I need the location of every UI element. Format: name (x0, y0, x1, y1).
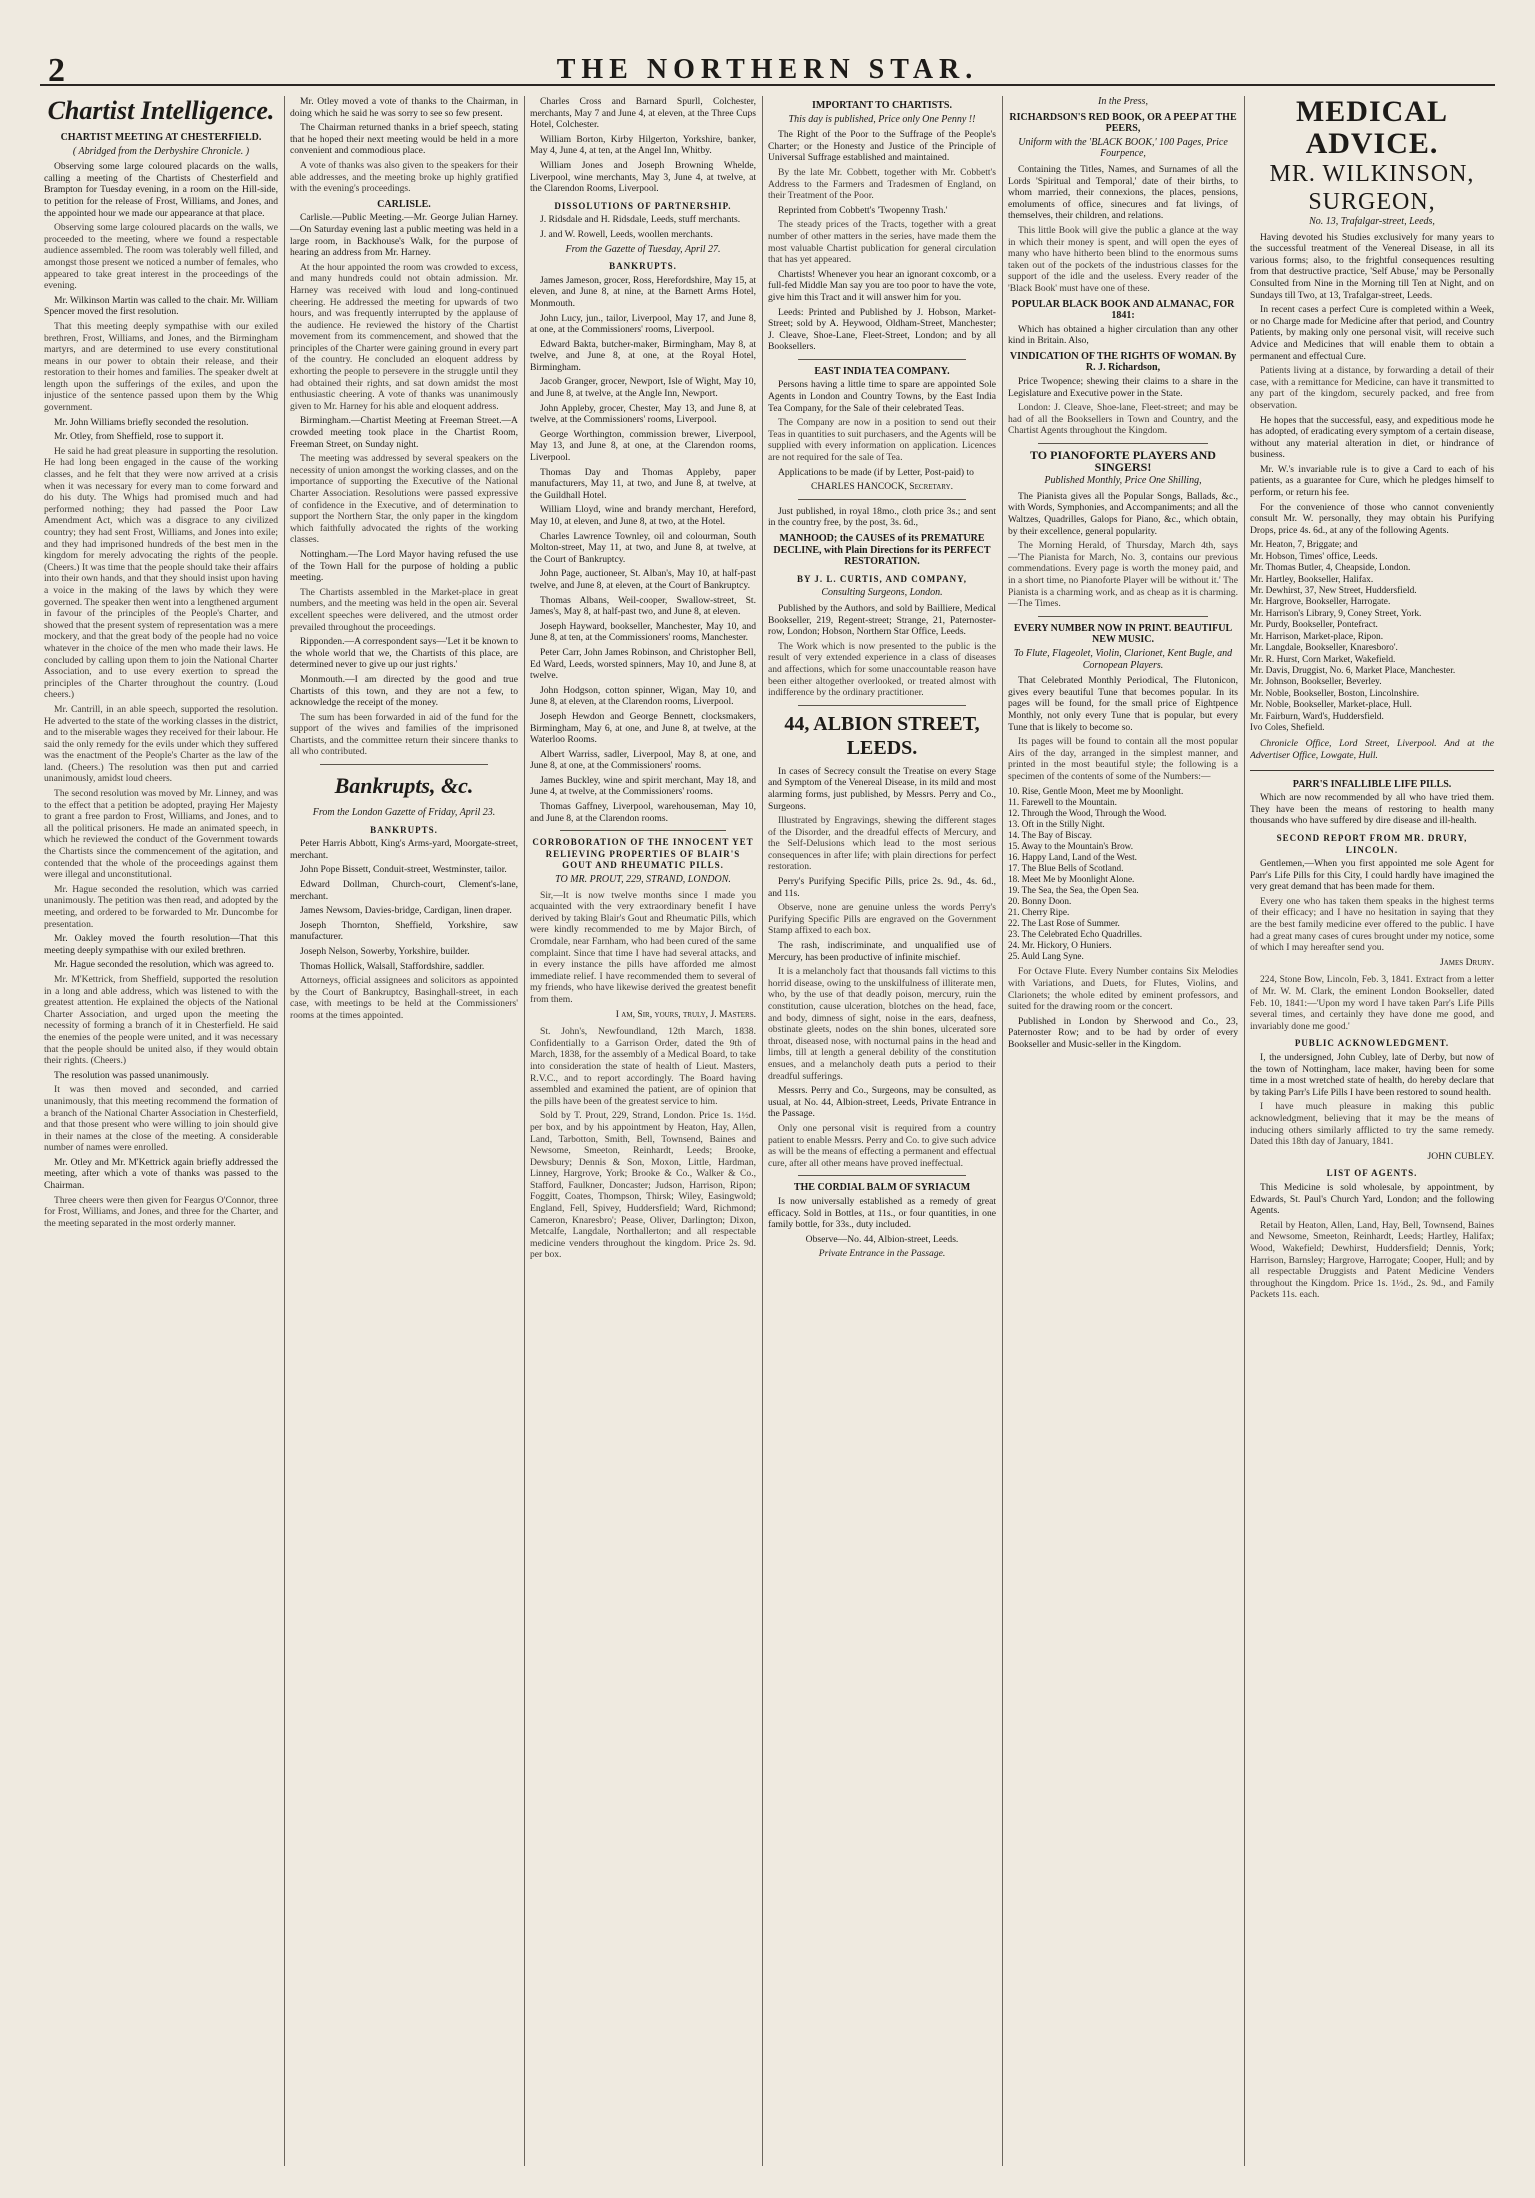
advert-paragraph: For the convenience of those who cannot conveniently consult Mr. W. personally, they may obtain his Purifying Drops, price 4s. 6d., at any of the following Agents. (1250, 501, 1494, 536)
article-paragraph: A vote of thanks was also given to the speakers for their able addresses, and the meeting broke up highly gratified with the evening's proceedings. (290, 159, 518, 195)
advert-paragraph: Just published, in royal 18mo., cloth price 3s.; and sent in the country free, by the post, 3s. 6d., (768, 505, 996, 529)
advert-paragraph: Persons having a little time to spare are appointed Sole Agents in London and Country Towns, by the East India Tea Company, for the Sale of their celebrated Teas. (768, 379, 996, 414)
advert-signature: Observe—No. 44, Albion-street, Leeds. (805, 1233, 959, 1245)
bankrupt-entry: Thomas Hollick, Walsall, Staffordshire, saddler. (300, 960, 485, 972)
bankrupt-entry: John Pope Bissett, Conduit-street, Westminster, tailor. (300, 864, 507, 876)
agent-item: Mr. Purdy, Bookseller, Pontefract. (1250, 620, 1378, 631)
gazette-entry: James Jameson, grocer, Ross, Herefordshire, May 15, at eleven, and June 8, at nine, at the Barnett Arms Hotel, Monmouth. (530, 274, 756, 309)
article-paragraph: He said he had great pleasure in supporting the resolution. He had long been engaged in the cause of the working classes, and he felt that they were now arrived at a crisis when it was necessary for every man to come forward and do his duty. The Whigs had promised much and had performed nothing; they had passed the Poor Law Amendment Act, which was a disgrace to any civilized country; they had sent Frost, Williams, and Jones into exile; and they had imprisoned hundreds of the best men in the kingdom for merely advocating the rights of the people. (Cheers.) It was time that the people should take their affairs into their own hands, and that they should insist upon having a voice in the making of the laws by which they were governed. The speaker then went into a lengthened argument in favour of the principles of the People's Charter, and showed that the present system of representation was a mere mockery, and that the great body of the people had no voice whatever in the choice of the men who made their laws. He concluded by calling upon them to join the National Charter Association, and to use every exertion to spread the principles of the Charter throughout the country. (Loud cheers.) (44, 445, 278, 701)
column-medical-advice (1250, 96, 1494, 2176)
column-rule (284, 96, 285, 2166)
divider (798, 1175, 966, 1176)
almanac-heading: POPULAR BLACK BOOK AND ALMANAC, FOR 1841: (1011, 298, 1235, 322)
testimonial-paragraph: St. John's, Newfoundland, 12th March, 1838. Confidentially to a Garrison Order, dated the 9th of March, 1838, for the assembly of a Medical Board, to take into consideration the state of health of Lieut. Masters, R.V.C., and to report accordingly. The Board having assembled and examined the patient, are of opinion that the pills have been of the greatest service to him. (530, 1026, 756, 1107)
article-paragraph: Observing some large coloured placards on the walls, calling a meeting of the Chartists of Chesterfield and Brampton for Tuesday evening, in a room on the Hill-side, to petition for the release of Frost, Williams, and Jones, and the appointed hour we made our appearance at that place. (44, 161, 278, 219)
advert-paragraph: Gentlemen,—When you first appointed me sole Agent for Parr's Life Pills for this City, I could hardly have imagined the very great demand that has been made for them. (1250, 858, 1494, 893)
advert-paragraph: Is now universally established as a remedy of great efficacy. Sold in Bottles, at 11s., or four quantities, in one family bottle, for 33s., duty included. (768, 1195, 996, 1231)
advert-paragraph: In cases of Secrecy consult the Treatise on every Stage and Symptom of the Venereal Disease, in its mild and most alarming forms, just published, by Messrs. Perry and Co., Surgeons. (768, 765, 996, 812)
gazette-entry: Peter Carr, John James Robinson, and Christopher Bell, Ed Ward, Leeds, worsted spinners, May 10, and June 8, at twelve. (530, 646, 756, 682)
column-gazette (530, 96, 756, 2176)
advert-paragraph: The rash, indiscriminate, and unqualified use of Mercury, has been productive of infinite mischief. (768, 940, 996, 963)
advert-paragraph: Retail by Heaton, Allen, Land, Hay, Bell, Townsend, Baines and Newsome, Smeeton, Reinhardt, Leeds; Hartley, Halifax; Wood, Wakefield; Dewhirst, Huddersfield; Dennis, York; Harrison, Barnsley; Hargrove, Harrogate; Cooper, Hull; and by all respectable Druggists and Patent Medicine Venders throughout the Kingdom. Price 1s. 1½d., 2s. 9d., and Family Packets 11s. each. (1250, 1219, 1494, 1301)
corroboration-sub: TO MR. PROUT, 229, STRAND, LONDON. (555, 874, 731, 886)
song-item: 25. Auld Lang Syne. (1008, 951, 1084, 962)
advert-paragraph: He hopes that the successful, easy, and expeditious mode he has adopted, of eradicating every symptom of a certain disease, without any material alteration in diet, or hindrance of business. (1250, 414, 1494, 461)
albion-street-heading: 44, ALBION STREET, LEEDS. (784, 712, 980, 759)
gazette-entry: John Page, auctioneer, St. Alban's, May 10, at half-past twelve, and June 8, at eleven, at the Court of Bankruptcy. (530, 568, 756, 591)
gazette-entry: William Jones and Joseph Browning Whelde, Liverpool, wine merchants, May 3, June 4, at twelve, at the Clarendon Rooms, Liverpool. (530, 159, 756, 195)
page-number: 2 (48, 52, 65, 89)
advert-paragraph: Only one personal visit is required from a country patient to enable Messrs. Perry and Co. to give such advice as will be the means of effecting a permanent and effectual cure, after all other means have proved ineffectual. (768, 1122, 996, 1169)
bankrupt-entry: James Newsom, Davies-bridge, Cardigan, linen draper. (300, 905, 512, 917)
article-paragraph: The sum has been forwarded in aid of the fund for the support of the wives and families of the imprisoned Chartists, and the committee return their sincere thanks to all who contributed. (290, 711, 518, 758)
advert-paragraph: Reprinted from Cobbett's 'Twopenny Trash.' (778, 204, 948, 216)
article-paragraph: That this meeting deeply sympathise with our exiled brethren, Frost, Williams, and Jones, and the Birmingham martyrs, and are determined to use every constitutional means in our power to obtain their release, and their restoration to their homes and families. The speaker dwelt at length upon the sufferings of the exiles, and upon the injustice of the sentence passed upon them by the Whig government. (44, 320, 278, 414)
bankrupts-title: Bankrupts, &c. (334, 773, 474, 799)
dissolutions-heading: DISSOLUTIONS OF PARTNERSHIP. (554, 200, 732, 211)
tea-heading: EAST INDIA TEA COMPANY. (814, 365, 950, 377)
syriacum-heading: THE CORDIAL BALM OF SYRIACUM (793, 1182, 971, 1194)
article-paragraph: Nottingham.—The Lord Mayor having refused the use of the Town Hall for the purpose of holding a public meeting. (290, 548, 518, 584)
divider (1250, 770, 1494, 771)
divider (798, 705, 966, 706)
column-rule (762, 96, 763, 2166)
agent-item: Mr. Hargrove, Bookseller, Harrogate. (1250, 597, 1391, 608)
song-item: 12. Through the Wood, Through the Wood. (1008, 808, 1167, 819)
article-paragraph: The Chartists assembled in the Market-place in great numbers, and the meeting was held in the open air. Several excellent speeches were delivered, and the utmost order prevailed throughout the proceedings. (290, 586, 518, 633)
advert-paragraph: The Morning Herald, of Thursday, March 4th, says—'The Pianista for March, No. 3, contains our previous commendations. Every page is worth the money paid, and in a short time, no Pianoforte Player will be without it.' The Pianista is a charming work, and as cheap as it is charming.—The Times. (1008, 540, 1238, 610)
advert-paragraph: Its pages will be found to contain all the most popular Airs of the day, arranged in the simplest manner, and printed in the most beautiful style; the following is a specimen of the contents of some of the Numbers:— (1008, 736, 1238, 782)
advert-paragraph: Which are now recommended by all who have tried them. They have been the means of restoring to health many thousands who have suffered by dire disease and ill-health. (1250, 792, 1494, 827)
red-book-sub: Uniform with the 'BLACK BOOK,' 100 Pages, Price Fourpence, (1018, 136, 1228, 160)
advert-paragraph: Leeds: Printed and Published by J. Hobson, Market-Street; sold by A. Heywood, Oldham-Street, Manchester; J. Cleave, Shoe-Lane, Fleet-Street, London; and by all Booksellers. (768, 306, 996, 353)
song-list (1008, 786, 1238, 962)
advert-paragraph: For Octave Flute. Every Number contains Six Melodies with Variations, and Duets, for Flutes, Violins, and Clarionets; the whole edited by eminent professors, and suited for the drawing room or the concert. (1008, 966, 1238, 1013)
red-book-heading: RICHARDSON'S RED BOOK, OR A PEEP AT THE PEERS, (1009, 111, 1237, 135)
song-item: 19. The Sea, the Sea, the Open Sea. (1008, 885, 1139, 896)
advert-paragraph: Observe, none are genuine unless the words Perry's Purifying Specific Pills are engraved on the Government Stamp affixed to each box. (768, 902, 996, 937)
song-item: 13. Oft in the Stilly Night. (1008, 819, 1105, 830)
song-item: 15. Away to the Mountain's Brow. (1008, 841, 1134, 852)
agent-item: Mr. Davis, Druggist, No. 6, Market Place, Manchester. (1250, 665, 1456, 676)
vindication-heading: VINDICATION OF THE RIGHTS OF WOMAN. By R. J. Richardson, (1009, 350, 1237, 374)
article-paragraph: Mr. Hague seconded the resolution, which was carried unanimously. The petition was then read, and adopted by the meeting, and ordered to be forwarded to Mr. Duncombe for presentation. (44, 883, 278, 930)
gazette-entry: Jacob Granger, grocer, Newport, Isle of Wight, May 10, and June 8, at twelve, at the Angle Inn, Newport. (530, 376, 756, 400)
article-paragraph: Birmingham.—Chartist Meeting at Freeman Street.—A crowded meeting took place in the Chartist Room, Freeman Street, on Sunday night. (290, 415, 518, 450)
gazette-entry: Joseph Hewdon and George Bennett, clocksmakers, Birmingham, May 6, at one, and June 8, at twelve, at the Waterloo Rooms. (530, 710, 756, 746)
advert-paragraph: London: J. Cleave, Shoe-lane, Fleet-street; and may be had of all the Booksellers in Town and Country, and the Chartist Agents throughout the Kingdom. (1008, 402, 1238, 437)
bankrupt-entry: Attorneys, official assignees and solicitors as appointed by the Court of Bankruptcy, Basinghall-street, in each case, with meetings to be held at the Commissioners' rooms at the times appointed. (290, 975, 518, 1021)
report-signature: James Drury. (1440, 956, 1494, 968)
agent-item: Mr. Harrison's Library, 9, Coney Street, York. (1250, 608, 1422, 619)
song-item: 23. The Celebrated Echo Quadrilles. (1008, 929, 1143, 940)
advert-paragraph: Every one who has taken them speaks in the highest terms of their efficacy; and I have no hesitation in saying that they are the best family medicine ever offered to the public. I have had a great many cases of cures brought under my notice, some of which I may hereafter send you. (1250, 895, 1494, 954)
agents-heading: LIST OF AGENTS. (1326, 1168, 1418, 1179)
advert-paragraph: Published by the Authors, and sold by Bailliere, Medical Bookseller, 219, Regent-street; Strange, 21, Paternoster-row, London; Hobson, Northern Star Office, Leeds. (768, 602, 996, 638)
song-item: 11. Farewell to the Mountain. (1008, 797, 1117, 808)
manhood-heading: MANHOOD; the CAUSES of its PREMATURE DECLINE, with Plain Directions for its PERFECT RESTORATION. (773, 533, 991, 568)
song-item: 24. Mr. Hickory, O Huniers. (1008, 940, 1112, 951)
article-paragraph: Carlisle.—Public Meeting.—Mr. George Julian Harney.—On Saturday evening last a public meeting was held in a large room, in Backhouse's Walk, for the purpose of hearing an address from Mr. Harney. (290, 212, 518, 259)
report-heading: SECOND REPORT FROM MR. DRURY, LINCOLN. (1276, 832, 1468, 855)
advert-paragraph: Patients living at a distance, by forwarding a detail of their case, with a remittance for Medicine, can have it transmitted to any part of the kingdom, securely packed, and free from observation. (1250, 365, 1494, 411)
divider (1038, 616, 1208, 617)
bankrupts-source: From the London Gazette of Friday, April 23. (312, 807, 496, 819)
manhood-role: Consulting Surgeons, London. (821, 587, 943, 599)
article-paragraph: Mr. Otley and Mr. M'Kettrick again briefly addressed the meeting, after which a vote of thanks was passed to the Chairman. (44, 1156, 278, 1192)
column-chartist-intelligence (44, 96, 278, 2176)
article-paragraph: Mr. Otley, from Sheffield, rose to support it. (54, 431, 224, 443)
advert-paragraph: Perry's Purifying Specific Pills, price 2s. 9d., 4s. 6d., and 11s. (768, 876, 996, 899)
notice-sub: This day is published, Price only One Penny !! (788, 113, 976, 125)
private-entrance-note: Private Entrance in the Passage. (818, 1248, 946, 1260)
advert-paragraph: The Pianista gives all the Popular Songs, Ballads, &c., with Words, Symphonies, and Accompaniments; and all the Waltzes, Quadrilles, Galops for Piano, &c., which obtain, by their excellence, general popularity. (1008, 490, 1238, 537)
testimonial-paragraph: Sir,—It is now twelve months since I made you acquainted with the very extraordinary benefit I have derived by taking Blair's Gout and Rheumatic Pills, which were kindly recommended to me by Major Birch, of Cromdale, near Farnham, who had been cured of the same complaint. Since that time I have had several attacks, and in every instance the pills have afforded me almost immediate relief. I have recommended them to several of my friends, who have likewise derived the greatest benefit from them. (530, 889, 756, 1005)
agent-item: Mr. Johnson, Bookseller, Beverley. (1250, 677, 1382, 688)
bankrupt-entry: Peter Harris Abbott, King's Arms-yard, Moorgate-street, merchant. (290, 838, 518, 861)
divider (320, 764, 488, 765)
tea-signature: CHARLES HANCOCK, Secretary. (810, 481, 954, 493)
gazette-entry: Thomas Gaffney, Liverpool, warehouseman, May 10, and June 8, at the Clarendon rooms. (530, 801, 756, 824)
music-sub: To Flute, Flageolet, Violin, Clarionet, Kent Bugle, and Cornopean Players. (1013, 647, 1233, 671)
testimonial-paragraph: Sold by T. Prout, 229, Strand, London. Price 1s. 1½d. per box, and by his appointment by Heaton, Hay, Allen, Land, Tarbotton, Smith, Bell, Townsend, Baines and Newsome, Smeeton, Reinhardt, Leeds; Brooke, Dewsbury; Dennis & Son, Moxon, Little, Hardman, Linney, Hargrove, York; Brooke & Co., Walker & Co., Stafford, Faulkner, Doncaster; Judson, Harrison, Ripon; Foggitt, Coates, Thompson, Thirsk; Wiley, Easingwold; England, Fell, Spivey, Huddersfield; Ward, Richmond; Cameron, Knaresbro'; Pease, Oliver, Darlington; Dixon, Metcalfe, Langdale, Northallerton; and all respectable medicine venders throughout the kingdom. Price 2s. 9d. per box. (530, 1110, 756, 1261)
article-paragraph: It was then moved and seconded, and carried unanimously, that this meeting recommend the formation of a branch of the National Charter Association in Chesterfield, and that those present who were willing to join should give in their names at the close of the meeting. A considerable number of names were enrolled. (44, 1084, 278, 1154)
song-item: 20. Bonny Doon. (1008, 896, 1072, 907)
advert-paragraph: Having devoted his Studies exclusively for many years to the successful treatment of the Venereal Disease, in all its various forms; also, to the frightful consequences resulting from that destructive practice, 'Self Abuse,' may be Personally Consulted from Nine in the Morning till Ten at Night, and on Sundays till Two, at 13, Trafalgar-street, Leeds. (1250, 231, 1494, 301)
agent-item: Mr. Noble, Bookseller, Market-place, Hull. (1250, 700, 1412, 711)
advert-paragraph: Containing the Titles, Names, and Surnames of all the Lords 'Spiritual and Temporal,' date of their births, to whom married, their connexions, the places, pensions, emoluments of office, sinecures and fat livings, of themselves, their children, and relations. (1008, 163, 1238, 222)
acknowledgment-signature: JOHN CUBLEY. (1427, 1150, 1494, 1162)
gazette-entry: William Lloyd, wine and brandy merchant, Hereford, May 10, at eleven, and June 8, at two, at the Hotel. (530, 504, 756, 527)
article-paragraph: Monmouth.—I am directed by the good and true Chartists of this town, and they are not a few, to acknowledge the receipt of the money. (290, 673, 518, 709)
agent-item: Mr. Harrison, Market-place, Ripon. (1250, 631, 1384, 642)
song-item: 21. Cherry Ripe. (1008, 907, 1070, 918)
advert-paragraph: This Medicine is sold wholesale, by appointment, by Edwards, St. Paul's Church Yard, London; and the following Agents. (1250, 1181, 1494, 1217)
medical-advice-heading: MEDICAL ADVICE. (1295, 96, 1448, 160)
article-paragraph: Mr. Wilkinson Martin was called to the chair. Mr. William Spencer moved the first resolution. (44, 294, 278, 318)
song-item: 14. The Bay of Biscay. (1008, 830, 1092, 841)
bankrupt-entry: Joseph Nelson, Sowerby, Yorkshire, builder. (300, 946, 470, 957)
column-rule (524, 96, 525, 2166)
agent-item: Mr. Thomas Butler, 4, Cheapside, London. (1250, 563, 1411, 574)
gazette-entry: John Hodgson, cotton spinner, Wigan, May 10, and June 8, at eleven, at the Clarendon rooms, Liverpool. (530, 684, 756, 708)
gazette-entry: Albert Warriss, sadler, Liverpool, May 8, at one, and June 8, at one, at the Commissioners' rooms. (530, 748, 756, 772)
article-paragraph: Mr. Hague seconded the resolution, which was agreed to. (54, 959, 274, 971)
article-paragraph: The meeting was addressed by several speakers on the necessity of union amongst the working classes, and on the importance of supporting the Executive of the National Charter Association. Resolutions were passed expressive of confidence in the Executive, and of determination to support the Northern Star, the only paper in the kingdom which faithfully advocated the rights of the working classes. (290, 453, 518, 546)
divider (798, 359, 966, 360)
advert-paragraph: The Right of the Poor to the Suffrage of the People's Charter; or the Honesty and Justice of the Principle of Universal Suffrage established and maintained. (768, 129, 996, 164)
article-heading: CHARTIST MEETING AT CHESTERFIELD. (60, 132, 262, 143)
advert-paragraph: I have much pleasure in making this public acknowledgment, believing that it may be the means of inducing others similarly afflicted to try the same remedy. Dated this 18th day of January, 1841. (1250, 1101, 1494, 1148)
column-adverts-b (1008, 96, 1238, 2176)
surgeon-name: MR. WILKINSON, SURGEON, (1269, 161, 1475, 215)
advert-paragraph: The Company are now in a position to send out their Teas in quantities to suit purchasers, and the Agents will be supplied with every information on application. Licences are not required for the sale of Tea. (768, 417, 996, 464)
advert-paragraph: I, the undersigned, John Cubley, late of Derby, but now of the town of Nottingham, lace maker, having been for some time in a most wretched state of health, do hereby declare that by taking Parr's Life Pills I have been restored to sound health. (1250, 1052, 1494, 1098)
divider (798, 499, 966, 500)
agent-item: Mr. Hartley, Bookseller, Halifax. (1250, 574, 1374, 585)
gazette-entry: Thomas Albans, Weil-cooper, Swallow-street, St. James's, May 8, at half-past two, and June 8, at eleven. (530, 594, 756, 618)
gazette-entry: Joseph Hayward, bookseller, Manchester, May 10, and June 8, at ten, at the Commissioners' rooms, Manchester. (530, 620, 756, 644)
gazette-entry: James Buckley, wine and spirit merchant, May 18, and June 4, at twelve, at the Commissioners' rooms. (530, 774, 756, 798)
article-paragraph: Mr. M'Kettrick, from Sheffield, supported the resolution in a long and able address, which was listened to with the greatest attention. He explained the objects of the National Charter Association, and urged upon the meeting the necessity of forming a branch of it in Chesterfield. He said the enemies of the people were united, and it was necessary that the people should be united also, if they would obtain their rights. (Cheers.) (44, 973, 278, 1067)
surgeon-address: No. 13, Trafalgar-street, Leeds, (1309, 216, 1435, 227)
advert-paragraph: Applications to be made (if by Letter, Post-paid) to (778, 466, 974, 478)
masthead (40, 52, 1495, 89)
song-item: 10. Rise, Gentle Moon, Meet me by Moonlight. (1008, 786, 1184, 797)
corroboration-heading: CORROBORATION OF THE INNOCENT YET RELIEVING PROPERTIES OF BLAIR'S GOUT AND RHEUMATIC PILLS. (532, 837, 754, 871)
press-note: In the Press, (1098, 96, 1148, 107)
gazette-entry: John Lucy, jun., tailor, Liverpool, May 17, and June 8, at one, at the Commissioners' rooms, Liverpool. (530, 312, 756, 336)
agents-tail: Chronicle Office, Lord Street, Liverpool. And at the Advertiser Office, Lowgate, Hull. (1250, 738, 1494, 761)
column-rule (1244, 96, 1245, 2166)
advert-paragraph: The Work which is now presented to the public is the result of very extended experience in a class of diseases and affections, which for some unaccountable reason have been either altogether overlooked, or treated almost with indifference by the ordinary practitioner. (768, 640, 996, 699)
agent-item: Mr. Hobson, Times' office, Leeds. (1250, 551, 1378, 562)
bankrupts-label: BANKRUPTS. (370, 824, 438, 835)
bankrupt-entry: Edward Dollman, Church-court, Clement's-lane, merchant. (290, 879, 518, 902)
song-item: 18. Meet Me by Moonlight Alone. (1008, 874, 1135, 885)
gazette-entry: George Worthington, commission brewer, Liverpool, May 13, and June 8, at one, at the Clarendon rooms, Liverpool. (530, 428, 756, 464)
advert-paragraph: By the late Mr. Cobbett, together with Mr. Cobbett's Address to the Farmers and Tradesmen of England, on their Treatment of the Poor. (768, 166, 996, 202)
agent-item: Mr. Dewhirst, 37, New Street, Huddersfield. (1250, 586, 1417, 597)
testimonial-signature: I am, Sir, yours, truly, J. Masters. (615, 1008, 756, 1020)
agent-item: Ivo Coles, Shefield. (1250, 722, 1325, 733)
advert-paragraph: Price Twopence; shewing their claims to a share in the Legislature and Executive power in the State. (1008, 376, 1238, 399)
advert-paragraph: Published in London by Sherwood and Co., 23, Paternoster Row; and to be had by order of every Bookseller and Music-seller in the Kingdom. (1008, 1015, 1238, 1051)
advert-paragraph: The steady prices of the Tracts, together with a great number of other matters in the series, have made them the most valuable Chartist publication for general circulation that has yet appeared. (768, 219, 996, 266)
agent-item: Mr. Fairburn, Ward's, Huddersfield. (1250, 711, 1384, 722)
article-paragraph: The second resolution was moved by Mr. Linney, and was to the effect that a petition be adopted, praying Her Majesty to grant a free pardon to Frost, Williams, and Jones, and to all the political prisoners. He made an animated speech, in which he reviewed the conduct of the Government towards the Chartists since the commencement of the agitation, and contended that the whole of the proceedings against them were illegal and unconstitutional. (44, 788, 278, 881)
gazette-label: BANKRUPTS. (609, 261, 677, 272)
bankrupt-entry: Joseph Thornton, Sheffield, Yorkshire, saw manufacturer. (290, 919, 518, 943)
article-paragraph: Mr. Oakley moved the fourth resolution—That this meeting deeply sympathise with our exiled brethren. (44, 933, 278, 956)
article-paragraph: Ripponden.—A correspondent says—'Let it be known to the whole world that we, the Chartists of this place, are determined never to give up our just rights.' (290, 636, 518, 671)
manhood-authors: BY J. L. CURTIS, AND COMPANY, (796, 573, 968, 584)
column-adverts-a (768, 96, 996, 2176)
gazette-entry: Charles Cross and Barnard Spurll, Colchester, merchants, May 7 and June 4, at eleven, at the Three Cups Hotel, Colchester. (530, 96, 756, 131)
article-paragraph: Three cheers were then given for Feargus O'Connor, three for Frost, Williams, and Jones, and three for the Charter, and the meeting separated in the most orderly manner. (44, 1194, 278, 1229)
advert-paragraph: 224, Stone Bow, Lincoln, Feb. 3, 1841. Extract from a letter of Mr. W. M. Clark, the eminent London Bookseller, dated Feb. 10, 1841:—'Upon my word I have taken Parr's Life Pills several times, and certainly they have done me good, and invariably done me good.' (1250, 974, 1494, 1032)
agent-item: Mr. R. Hurst, Corn Market, Wakefield. (1250, 654, 1396, 665)
music-heading: EVERY NUMBER NOW IN PRINT. BEAUTIFUL NEW MUSIC. (1013, 622, 1233, 646)
advert-paragraph: Which has obtained a higher circulation than any other kind in Britain. Also, (1008, 323, 1238, 347)
divider (560, 830, 726, 831)
gazette-entry: William Borton, Kirby Hilgerton, Yorkshire, banker, May 4, June 4, at ten, at the Angel Inn, Whitby. (530, 133, 756, 157)
parr-pills-heading: PARR'S INFALLIBLE LIFE PILLS. (1292, 778, 1452, 790)
gazette-entry: Thomas Day and Thomas Appleby, paper manufacturers, May 11, at two, and June 8, at twelve, at the Guildhall Hotel. (530, 466, 756, 501)
advert-paragraph: Chartists! Whenever you hear an ignorant coxcomb, or a full-fed Middle Man say you are too poor to have the vote, give him this Tract and it will answer him for you. (768, 268, 996, 303)
column-rule (1002, 96, 1003, 2166)
song-item: 16. Happy Land, Land of the West. (1008, 852, 1137, 863)
acknowledgment-heading: PUBLIC ACKNOWLEDGMENT. (1294, 1038, 1450, 1049)
agent-item: Mr. Heaton, 7, Briggate; and (1250, 540, 1358, 551)
gazette-entry: J. Ridsdale and H. Ridsdale, Leeds, stuff merchants. (540, 214, 741, 226)
advert-paragraph: Mr. W.'s invariable rule is to give a Card to each of his patients, as a guarantee for Cure, which he pledges himself to perform, or return his fee. (1250, 463, 1494, 499)
article-paragraph: The resolution was passed unanimously. (54, 1069, 209, 1081)
song-item: 22. The Last Rose of Summer. (1008, 918, 1120, 929)
advert-paragraph: That Celebrated Monthly Periodical, The Flutonicon, gives every beautiful Tune that becomes popular. In its pages will be found, for the small price of Eightpence Monthly, not only every Tune that is popular, but every Tune that is likely to become so. (1008, 675, 1238, 733)
gazette-entry: Edward Bakta, butcher-maker, Birmingham, May 8, at twelve, and June 8, at one, at the Royal Hotel, Birmingham. (530, 338, 756, 373)
gazette-entry: John Appleby, grocer, Chester, May 13, and June 8, at twelve, at the Commissioners' rooms, Liverpool. (530, 402, 756, 426)
section-title: Chartist Intelligence. (47, 96, 275, 125)
advert-paragraph: Illustrated by Engravings, shewing the different stages of the Disorder, and the dreadful effects of Mercury, and the Self-Delusions which lead to the most serious consequences in after life; with plain directions for perfect restoration. (768, 815, 996, 873)
pianoforte-heading: TO PIANOFORTE PLAYERS AND SINGERS! (1030, 448, 1216, 474)
notice-heading: IMPORTANT TO CHARTISTS. (812, 100, 952, 111)
divider (1038, 443, 1208, 444)
article-paragraph: At the hour appointed the room was crowded to excess, and many hundreds could not obtain admission. Mr. Harney was received with loud and long-continued cheering. He addressed the meeting for upwards of two hours, and was frequently interrupted by the applause of the audience. He reviewed the history of the Chartist movement from its commencement, and showed that the principles of the Charter were gaining ground in every part of the country. He concluded an eloquent address by exhorting the people to persevere in the struggle until they had obtained their rights, and sat down amidst the most enthusiastic cheering. A vote of thanks was unanimously given to Mr. Harney for his able and eloquent address. (290, 261, 518, 412)
article-subheading: ( Abridged from the Derbyshire Chronicle. ) (72, 145, 250, 157)
agent-item: Mr. Noble, Bookseller, Boston, Lincolnshire. (1250, 688, 1420, 699)
song-item: 17. The Blue Bells of Scotland. (1008, 863, 1124, 874)
advert-paragraph: Messrs. Perry and Co., Surgeons, may be consulted, as usual, at No. 44, Albion-street, Leeds, Private Entrance in the Passage. (768, 1085, 996, 1120)
agents-list (1250, 540, 1494, 734)
article-paragraph: Mr. Otley moved a vote of thanks to the Chairman, in doing which he said he was sorry to see so few present. (290, 96, 518, 119)
gazette-entry: Charles Lawrence Townley, oil and colourman, South Molton-street, May 11, at two, and June 8, at twelve, at the Court of Bankruptcy. (530, 530, 756, 565)
gazette-entry: J. and W. Rowell, Leeds, woollen merchants. (540, 228, 713, 240)
article-paragraph: Mr. John Williams briefly seconded the resolution. (54, 416, 249, 428)
article-paragraph: The Chairman returned thanks in a brief speech, stating that he hoped their next meeting would be held in a more convenient and commodious place. (290, 122, 518, 157)
column-chartist-news-bankrupts (290, 96, 518, 2176)
newspaper-title: THE NORTHERN STAR. (556, 54, 979, 85)
pianoforte-sub: Published Monthly, Price One Shilling, (1044, 475, 1202, 487)
advert-paragraph: This little Book will give the public a glance at the way in which their money is spent, and will open the eyes of many who have hitherto been blind to the enormous sums taken out of the pockets of the industrious classes for the support of the idle and the useless. Every reader of the 'Black Book' must have one of these. (1008, 224, 1238, 294)
gazette-source: From the Gazette of Tuesday, April 27. (565, 243, 721, 255)
article-paragraph: Observing some large coloured placards on the walls, we proceeded to the meeting, where we found a respectable audience assembled. The room was tolerably well filled, and amongst those present we noticed a number of females, who appeared to take great interest in the proceedings of the evening. (44, 222, 278, 292)
article-paragraph: Mr. Cantrill, in an able speech, supported the resolution. He adverted to the state of the working classes in the district, and to the miserable wages they received for their labour. He said the only remedy for the evils under which they suffered was the enactment of the People's Charter as the law of the land. (Cheers.) The resolution was then put and carried unanimously, amidst loud cheers. (44, 703, 278, 785)
advert-paragraph: In recent cases a perfect Cure is completed within a Week, or no Charge made for Medicine after that period, and Country Patients, by making only one personal visit, will receive such Advice and Medicines that will enable them to obtain a permanent and effectual Cure. (1250, 304, 1494, 362)
carlisle-heading: CARLISLE. (377, 198, 431, 210)
agent-item: Mr. Langdale, Bookseller, Knaresboro'. (1250, 643, 1398, 654)
advert-paragraph: It is a melancholy fact that thousands fall victims to this horrid disease, owing to the unskilfulness of illiterate men, who, by the use of that deadly poison, mercury, ruin the constitution, cause ulceration, blotches on the head, face, and body, dimness of sight, noise in the ears, deafness, obstinate gleets, nodes on the shin bones, ulcerated sore throat, diseased nose, with nocturnal pains in the head and limbs, till at length a general debility of the constitution ensues, and a melancholy death puts a period to their dreadful sufferings. (768, 966, 996, 1082)
